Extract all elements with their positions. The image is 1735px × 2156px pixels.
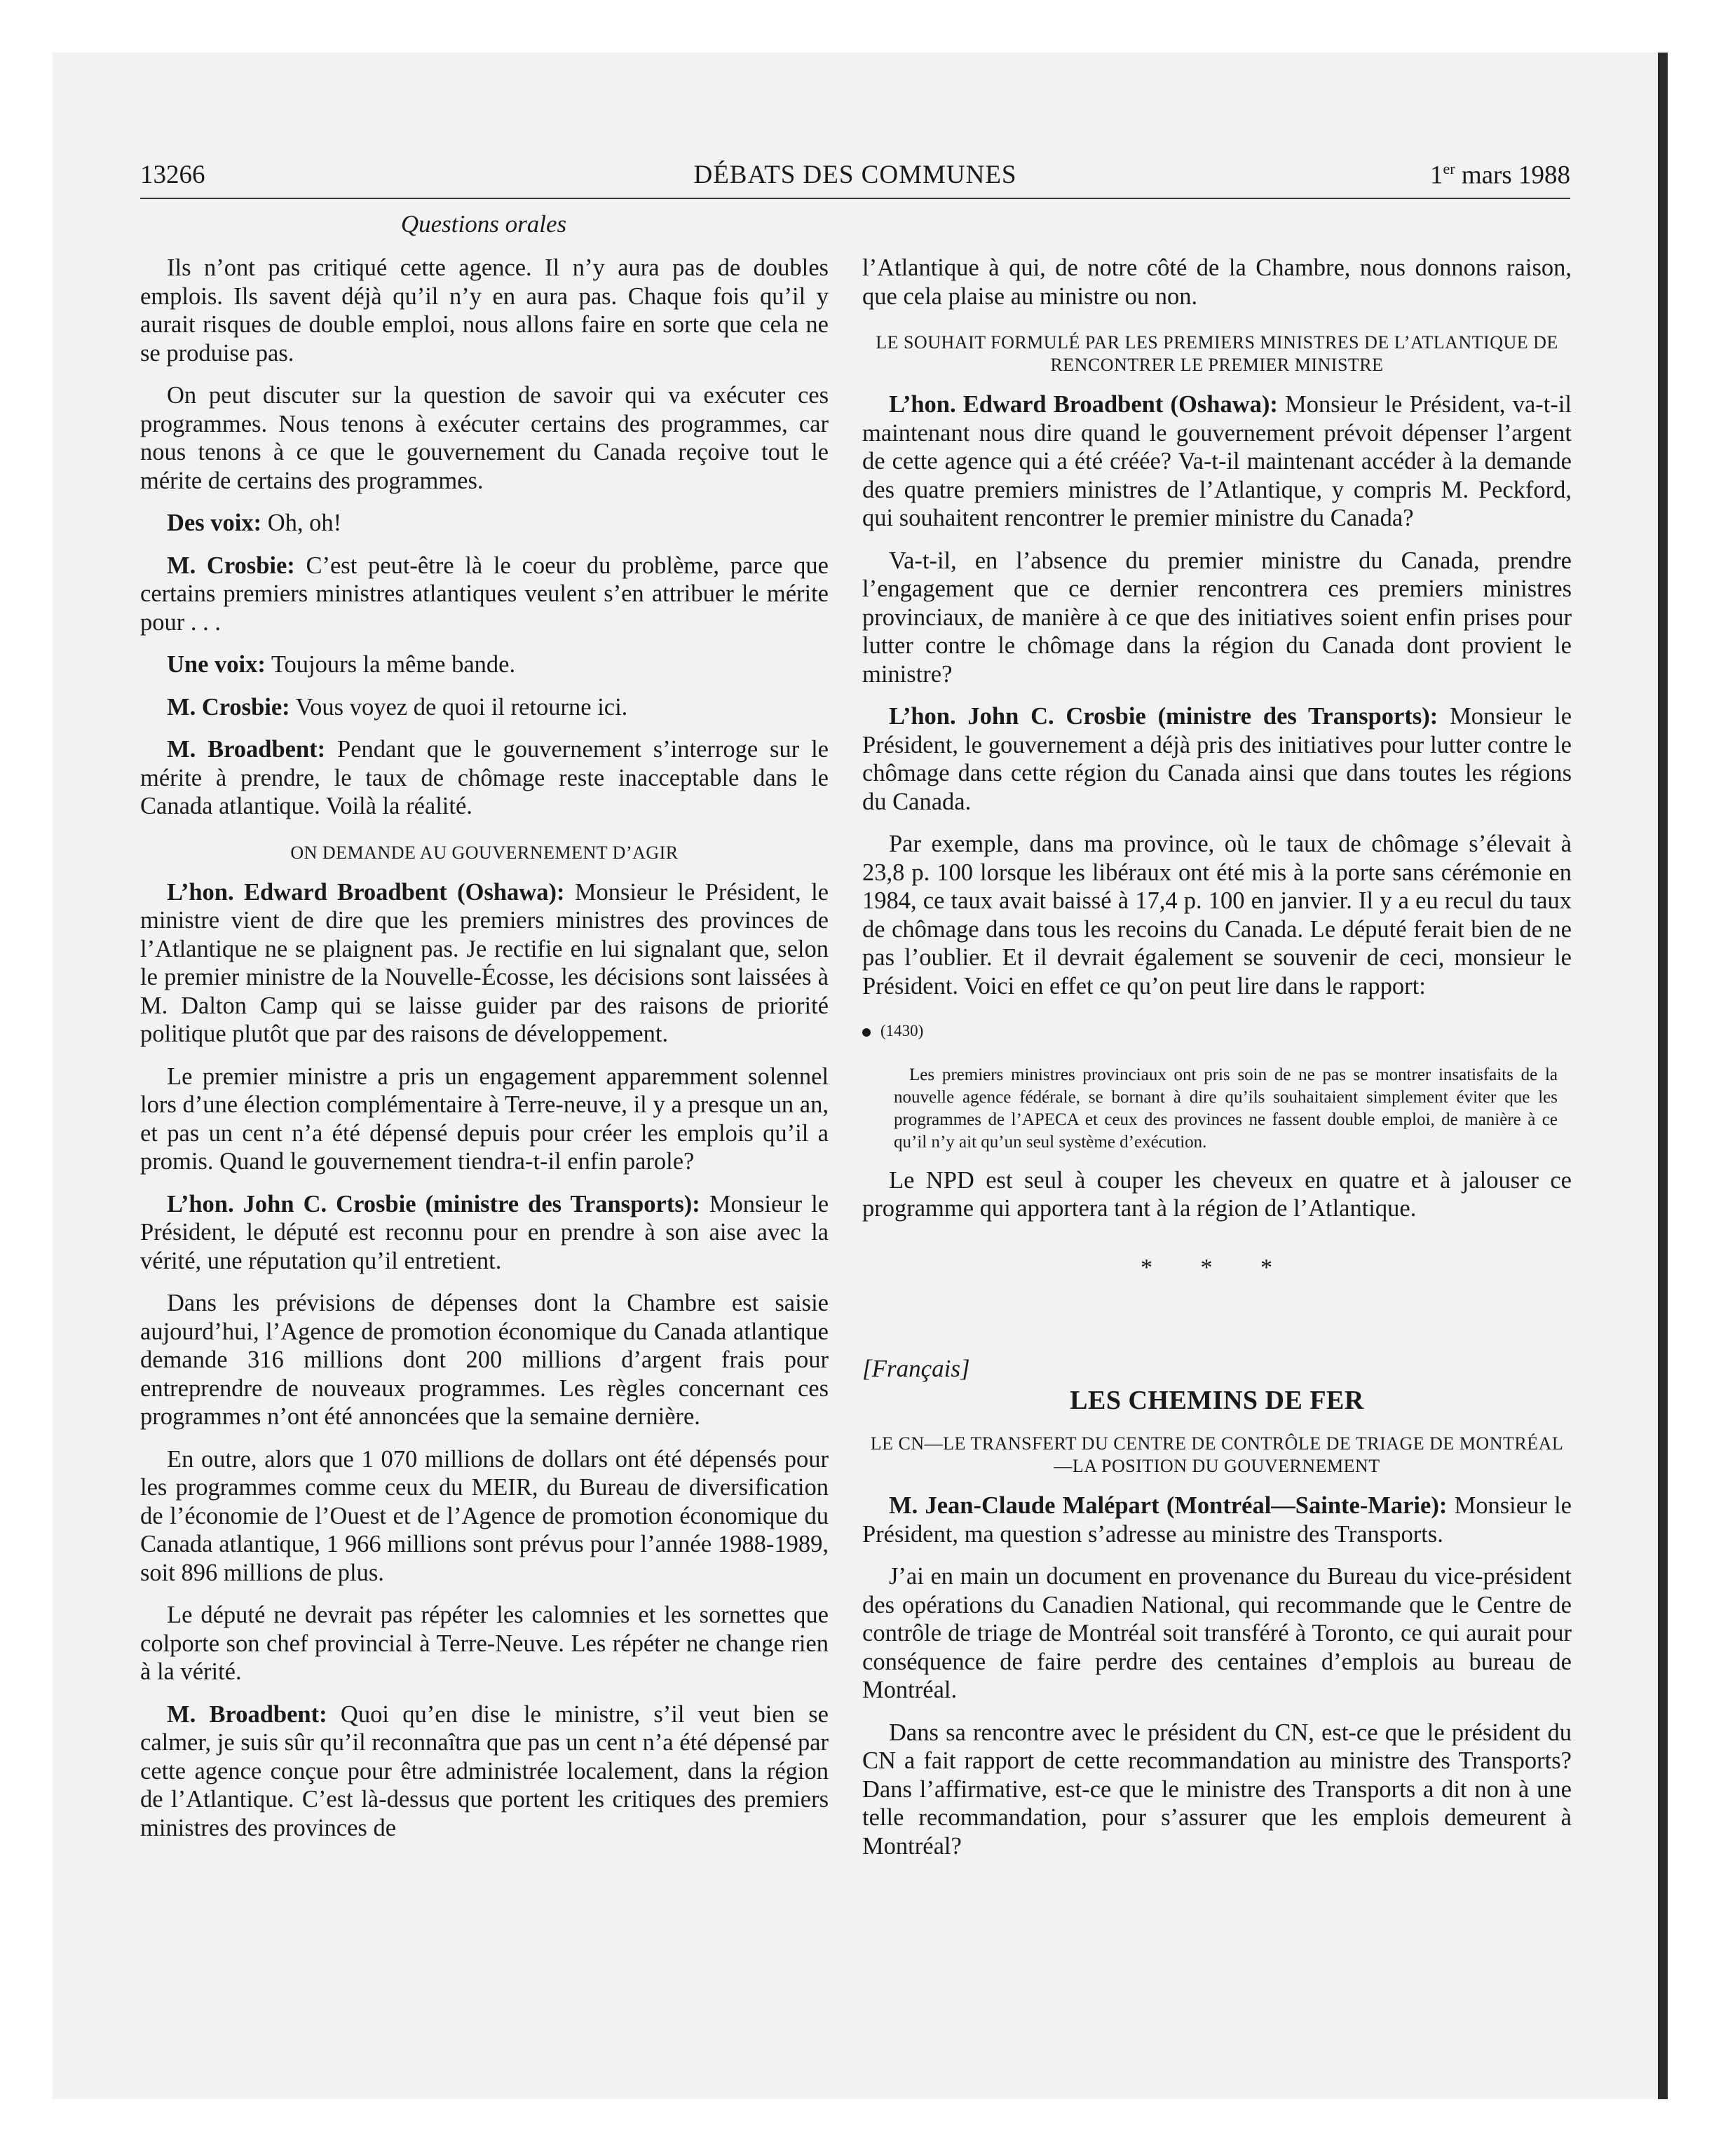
speech: M. Jean-Claude Malépart (Montréal—Sainte-Marie): Monsieur le Président, ma question s’adresse au ministre des Transports. <box>862 1492 1572 1548</box>
speaker: M. Crosbie: <box>167 693 290 721</box>
page-date: 1er mars 1988 <box>1429 160 1570 190</box>
speaker: L’hon. Edward Broadbent (Oshawa): <box>889 391 1278 418</box>
speaker: Une voix: <box>167 651 266 678</box>
paragraph: En outre, alors que 1 070 millions de dollars ont été dépensés pour les programmes comme ceux du MEIR, du Bureau de diversification de l’économie de l’Ouest et de l’Agence de promotion économique du Canada atlantique, 1 966 millions sont prévus pour l’année 1988-1989, soit 896 millions de plus. <box>140 1445 829 1586</box>
speaker: M. Broadbent: <box>167 1700 327 1728</box>
page-header <box>140 160 1570 195</box>
speech: Des voix: Oh, oh! <box>167 510 342 536</box>
speaker: L’hon. John C. Crosbie (ministre des Transports): <box>889 703 1438 730</box>
running-head: Questions orales <box>400 210 567 238</box>
header-rule <box>140 198 1570 199</box>
bullet-icon <box>862 1028 871 1037</box>
paragraph: l’Atlantique à qui, de notre côté de la Chambre, nous donnons raison, que cela plaise au ministre ou non. <box>862 254 1572 310</box>
page-number: 13266 <box>140 161 205 189</box>
subheading: LE CN—LE TRANSFERT DU CENTRE DE CONTRÔLE DE TRIAGE DE MONTRÉAL—LA POSITION DU GOUVERNEMENT <box>870 1433 1564 1476</box>
scan-edge-bar <box>1658 53 1668 2099</box>
speaker: M. Broadbent: <box>167 736 326 763</box>
speaker: L’hon. Edward Broadbent (Oshawa): <box>167 878 565 906</box>
section-separator: * * * <box>1141 1254 1293 1281</box>
speech: L’hon. John C. Crosbie (ministre des Transports): Monsieur le Président, le député est reconnu pour en prendre à son aise avec la vérité, une réputation qu’il entretient. <box>140 1190 829 1274</box>
publication-title: DÉBATS DES COMMUNES <box>693 161 1017 189</box>
paragraph: Ils n’ont pas critiqué cette agence. Il n’y aura pas de doubles emplois. Ils savent déjà qu’il n’y en aura pas. Chaque fois qu’il y aurait risques de double emploi, nous allons faire en sorte que cela ne se produise pas. <box>140 254 829 367</box>
subheading: ON DEMANDE AU GOUVERNEMENT D’AGIR <box>290 842 679 863</box>
language-tag: [Français] <box>862 1355 970 1382</box>
speaker: L’hon. John C. Crosbie (ministre des Transports): <box>167 1190 700 1217</box>
speech: L’hon. Edward Broadbent (Oshawa): Monsieur le Président, le ministre vient de dire que les premiers ministres des provinces de l’Atlantique ne se plaignent pas. Je rectifie en lui signalant que, selon le premier ministre de la Nouvelle-Écosse, les décisions sont laissées à M. Dalton Camp qui se laisse guider par des raisons de priorité politique plutôt que par des raisons de développement. <box>140 878 829 1047</box>
speech: Une voix: Toujours la même bande. <box>167 651 516 678</box>
paragraph: On peut discuter sur la question de savoir qui va exécuter ces programmes. Nous tenons à exécuter certains des programmes, car nous tenons à ce que le gouvernement du Canada reçoive tout le mérite de certains des programmes. <box>140 382 829 494</box>
paragraph: Par exemple, dans ma province, où le taux de chômage s’élevait à 23,8 p. 100 lorsque les libéraux ont été mis à la porte sans cérémonie en 1984, ce taux avait baissé à 17,4 p. 100 en janvier. Il y a eu recul du taux de chômage dans tous les recoins du Canada. Le député ferait bien de ne pas l’oublier. Et il devrait également se souvenir de ceci, monsieur le Président. Voici en effet ce qu’on peut lire dans le rapport: <box>862 831 1572 999</box>
paragraph: Va-t-il, en l’absence du premier ministre du Canada, prendre l’engagement que ce dernier rencontrera ces premiers ministres provinciaux, de manière à ce que des initiatives soient enfin prises pour lutter contre le chômage dans la région du Canada dont provient le ministre? <box>862 547 1572 688</box>
speaker: M. Jean-Claude Malépart (Montréal—Sainte-Marie): <box>889 1492 1448 1519</box>
speech: M. Crosbie: Vous voyez de quoi il retourne ici. <box>167 693 628 721</box>
right-column <box>862 254 1572 1874</box>
speaker: M. Crosbie: <box>167 552 295 579</box>
section-heading: LES CHEMINS DE FER <box>1070 1385 1364 1415</box>
speech: L’hon. John C. Crosbie (ministre des Transports): Monsieur le Président, le gouvernement a déjà pris des initiatives pour lutter contre le chômage dans cette région du Canada ainsi que dans toutes les régions du Canada. <box>862 703 1572 815</box>
speech: M. Broadbent: Quoi qu’en dise le ministre, s’il veut bien se calmer, je suis sûr qu’il reconnaîtra que pas un cent n’a été dépensé par cette agence conçue pour être administrée localement, dans la région de l’Atlantique. C’est là-dessus que portent les critiques des premiers ministres des provinces de <box>140 1700 829 1841</box>
speech: M. Crosbie: C’est peut-être là le coeur du problème, parce que certains premiers ministres atlantiques veulent s’en attribuer le mérite pour . . . <box>140 552 829 636</box>
left-column <box>140 254 829 1856</box>
paragraph: Dans sa rencontre avec le président du CN, est-ce que le président du CN a fait rapport de cette recommandation au ministre des Transports? Dans l’affirmative, est-ce que le ministre des Transports a dit non à une telle recommandation, pour s’assurer que les emplois demeurent à Montréal? <box>862 1719 1572 1860</box>
paragraph: Le premier ministre a pris un engagement apparemment solennel lors d’une élection complémentaire à Terre-neuve, il y a presque un an, et pas un cent n’a été dépensé depuis pour créer les emplois qu’il a promis. Quand le gouvernement tiendra-t-il enfin parole? <box>140 1063 829 1175</box>
paragraph: Le député ne devrait pas répéter les calomnies et les sornettes que colporte son chef provincial à Terre-Neuve. Les répéter ne change rien à la vérité. <box>140 1602 829 1685</box>
speech: L’hon. Edward Broadbent (Oshawa): Monsieur le Président, va-t-il maintenant nous dire quand le gouvernement prévoit dépenser l’argent de cette agence qui a été créée? Va-t-il maintenant accéder à la demande des quatre premiers ministres de l’Atlantique, y compris M. Peckford, qui souhaitent rencontrer le premier ministre du Canada? <box>862 391 1572 531</box>
subheading: LE SOUHAIT FORMULÉ PAR LES PREMIERS MINISTRES DE L’ATLANTIQUE DE RENCONTRER LE PREMIER MINISTRE <box>876 332 1558 375</box>
block-quote: Les premiers ministres provinciaux ont pris soin de ne pas se montrer insatisfaits de la nouvelle agence fédérale, se bornant à dire qu’ils souhaitaient simplement éviter que les programmes de l’APECA et ceux des provinces ne fassent double emploi, de manière à ce qu’il n’y ait qu’un seul système d’exécution. <box>894 1065 1558 1152</box>
paragraph: Le NPD est seul à couper les cheveux en quatre et à jalouser ce programme qui apportera tant à la région de l’Atlantique. <box>862 1166 1572 1222</box>
paragraph: J’ai en main un document en provenance du Bureau du vice-président des opérations du Canadien National, qui recommande que le Centre de contrôle de triage de Montréal soit transféré à Toronto, ce qui aurait pour conséquence de faire perdre des centaines d’emplois au bureau de Montréal. <box>862 1563 1572 1703</box>
time-marker: (1430) <box>862 1017 1572 1046</box>
paragraph: Dans les prévisions de dépenses dont la Chambre est saisie aujourd’hui, l’Agence de promotion économique du Canada atlantique demande 316 millions dont 200 millions d’argent frais pour entreprendre de nouveaux programmes. Les règles concernant ces programmes n’ont été annoncées que la semaine dernière. <box>140 1290 829 1430</box>
speech: M. Broadbent: Pendant que le gouvernement s’interroge sur le mérite à prendre, le taux de chômage reste inacceptable dans le Canada atlantique. Voilà la réalité. <box>140 736 829 819</box>
speaker: Des voix: <box>167 510 262 536</box>
